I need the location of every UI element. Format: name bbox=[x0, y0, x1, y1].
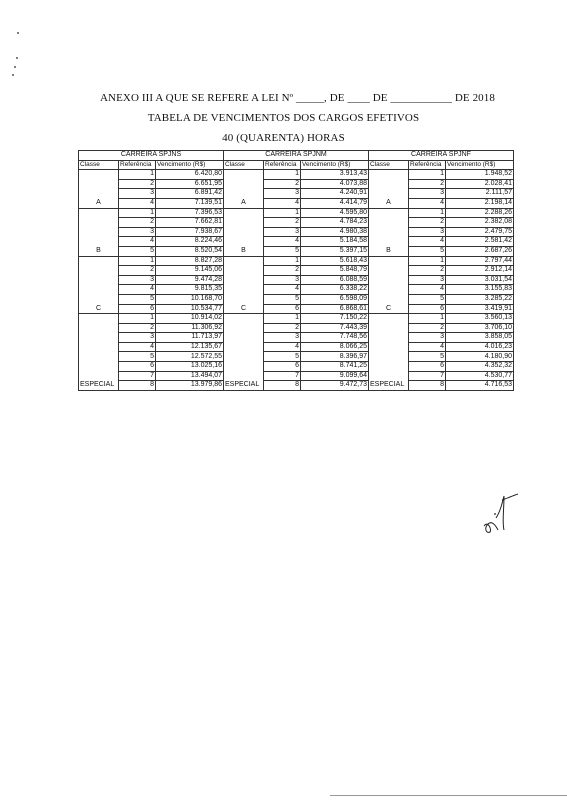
scan-speck bbox=[12, 74, 14, 76]
referencia-cell: 4 bbox=[264, 342, 301, 352]
table-row bbox=[79, 266, 514, 276]
salary-table-body bbox=[79, 151, 514, 391]
vencimento-cell: 8.066,25 bbox=[301, 342, 369, 352]
referencia-cell: 2 bbox=[264, 218, 301, 228]
annex-title: ANEXO III A QUE SE REFERE A LEI Nº _____, DE ____ DE ___________ DE 2018 bbox=[100, 92, 495, 104]
vencimento-cell: 7.748,56 bbox=[301, 333, 369, 343]
class-cell bbox=[224, 314, 264, 391]
referencia-cell: 3 bbox=[264, 333, 301, 343]
class-cell bbox=[369, 256, 409, 314]
signature-icon bbox=[478, 490, 538, 535]
vencimento-cell: 3.858,05 bbox=[446, 333, 514, 343]
referencia-cell: 3 bbox=[409, 333, 446, 343]
referencia-cell: 7 bbox=[409, 371, 446, 381]
table-row bbox=[79, 342, 514, 352]
vencimento-cell: 8.520,54 bbox=[156, 246, 224, 256]
vencimento-cell: 7.938,67 bbox=[156, 227, 224, 237]
table-row bbox=[79, 285, 514, 295]
referencia-cell: 2 bbox=[264, 323, 301, 333]
table-row bbox=[79, 333, 514, 343]
table-title: TABELA DE VENCIMENTOS DOS CARGOS EFETIVOS bbox=[147, 112, 420, 124]
career-name: CARREIRA SPJNS bbox=[79, 151, 224, 161]
referencia-cell: 4 bbox=[264, 237, 301, 247]
referencia-cell: 4 bbox=[409, 198, 446, 208]
career-name: CARREIRA SPJNM bbox=[224, 151, 369, 161]
referencia-cell: 5 bbox=[409, 352, 446, 362]
class-label: A bbox=[386, 199, 391, 207]
class-label: B bbox=[386, 247, 391, 255]
referencia-cell: 4 bbox=[264, 285, 301, 295]
referencia-cell: 8 bbox=[409, 381, 446, 391]
table-row bbox=[79, 323, 514, 333]
referencia-cell: 1 bbox=[264, 208, 301, 218]
column-label-vencimento: Vencimento (R$) bbox=[446, 160, 514, 170]
vencimento-cell: 5.184,58 bbox=[301, 237, 369, 247]
column-header-row bbox=[79, 160, 514, 170]
table-row bbox=[79, 352, 514, 362]
referencia-cell: 3 bbox=[409, 227, 446, 237]
vencimento-cell: 2.797,44 bbox=[446, 256, 514, 266]
table-row bbox=[79, 294, 514, 304]
class-cell bbox=[224, 170, 264, 208]
referencia-cell: 6 bbox=[264, 304, 301, 314]
referencia-cell: 2 bbox=[409, 266, 446, 276]
vencimento-cell: 2.581,42 bbox=[446, 237, 514, 247]
referencia-cell: 1 bbox=[409, 170, 446, 180]
table-row bbox=[79, 362, 514, 372]
class-cell bbox=[224, 208, 264, 256]
table-row bbox=[79, 189, 514, 199]
referencia-cell: 5 bbox=[119, 294, 156, 304]
vencimento-cell: 6.598,09 bbox=[301, 294, 369, 304]
referencia-cell: 3 bbox=[264, 227, 301, 237]
vencimento-cell: 8.396,97 bbox=[301, 352, 369, 362]
referencia-cell: 5 bbox=[264, 352, 301, 362]
vencimento-cell: 6.088,59 bbox=[301, 275, 369, 285]
class-label: C bbox=[240, 304, 247, 312]
referencia-cell: 1 bbox=[119, 208, 156, 218]
vencimento-cell: 2.111,57 bbox=[446, 189, 514, 199]
table-row bbox=[79, 314, 514, 324]
vencimento-cell: 7.150,22 bbox=[301, 314, 369, 324]
vencimento-cell: 9.815,35 bbox=[156, 285, 224, 295]
class-label: C bbox=[385, 304, 392, 312]
referencia-cell: 3 bbox=[409, 189, 446, 199]
vencimento-cell: 13.494,07 bbox=[156, 371, 224, 381]
column-label-vencimento: Vencimento (R$) bbox=[156, 160, 224, 170]
referencia-cell: 6 bbox=[119, 304, 156, 314]
referencia-cell: 1 bbox=[119, 170, 156, 180]
vencimento-cell: 7.443,39 bbox=[301, 323, 369, 333]
class-label: B bbox=[96, 247, 101, 255]
table-row bbox=[79, 381, 514, 391]
column-label-classe: Classe bbox=[224, 160, 264, 170]
referencia-cell: 1 bbox=[409, 208, 446, 218]
referencia-cell: 8 bbox=[264, 381, 301, 391]
referencia-cell: 1 bbox=[264, 314, 301, 324]
vencimento-cell: 5.848,79 bbox=[301, 266, 369, 276]
vencimento-cell: 3.031,54 bbox=[446, 275, 514, 285]
vencimento-cell: 4.073,88 bbox=[301, 179, 369, 189]
column-label-vencimento: Vencimento (R$) bbox=[301, 160, 369, 170]
vencimento-cell: 2.687,26 bbox=[446, 246, 514, 256]
vencimento-cell: 5.397,15 bbox=[301, 246, 369, 256]
vencimento-cell: 2.288,26 bbox=[446, 208, 514, 218]
column-label-referencia: Referência bbox=[119, 160, 156, 170]
referencia-cell: 4 bbox=[409, 237, 446, 247]
referencia-cell: 5 bbox=[264, 294, 301, 304]
referencia-cell: 6 bbox=[119, 362, 156, 372]
vencimento-cell: 2.198,14 bbox=[446, 198, 514, 208]
column-label-classe: Classe bbox=[369, 160, 409, 170]
vencimento-cell: 4.180,90 bbox=[446, 352, 514, 362]
salary-table bbox=[78, 150, 514, 391]
class-label: ESPECIAL bbox=[225, 381, 260, 389]
referencia-cell: 3 bbox=[119, 333, 156, 343]
referencia-cell: 4 bbox=[119, 237, 156, 247]
referencia-cell: 2 bbox=[119, 179, 156, 189]
vencimento-cell: 4.240,91 bbox=[301, 189, 369, 199]
table-row bbox=[79, 256, 514, 266]
vencimento-cell: 12.135,67 bbox=[156, 342, 224, 352]
vencimento-cell: 2.382,08 bbox=[446, 218, 514, 228]
class-label: ESPECIAL bbox=[370, 381, 405, 389]
referencia-cell: 2 bbox=[264, 266, 301, 276]
class-cell bbox=[369, 208, 409, 256]
referencia-cell: 3 bbox=[119, 275, 156, 285]
vencimento-cell: 3.913,43 bbox=[301, 170, 369, 180]
vencimento-cell: 10.168,70 bbox=[156, 294, 224, 304]
vencimento-cell: 9.472,73 bbox=[301, 381, 369, 391]
vencimento-cell: 2.028,41 bbox=[446, 179, 514, 189]
table-row bbox=[79, 246, 514, 256]
referencia-cell: 4 bbox=[409, 285, 446, 295]
referencia-cell: 2 bbox=[409, 179, 446, 189]
vencimento-cell: 2.479,75 bbox=[446, 227, 514, 237]
referencia-cell: 4 bbox=[119, 342, 156, 352]
vencimento-cell: 9.474,28 bbox=[156, 275, 224, 285]
referencia-cell: 4 bbox=[264, 198, 301, 208]
career-name: CARREIRA SPJNF bbox=[369, 151, 514, 161]
referencia-cell: 5 bbox=[409, 246, 446, 256]
referencia-cell: 5 bbox=[409, 294, 446, 304]
vencimento-cell: 6.868,61 bbox=[301, 304, 369, 314]
referencia-cell: 1 bbox=[409, 314, 446, 324]
table-row bbox=[79, 179, 514, 189]
vencimento-cell: 3.419,91 bbox=[446, 304, 514, 314]
referencia-cell: 3 bbox=[264, 275, 301, 285]
vencimento-cell: 13.025,16 bbox=[156, 362, 224, 372]
class-label: ESPECIAL bbox=[80, 381, 115, 389]
vencimento-cell: 4.016,23 bbox=[446, 342, 514, 352]
column-label-referencia: Referência bbox=[264, 160, 301, 170]
referencia-cell: 2 bbox=[409, 323, 446, 333]
vencimento-cell: 4.980,38 bbox=[301, 227, 369, 237]
vencimento-cell: 7.396,53 bbox=[156, 208, 224, 218]
referencia-cell: 2 bbox=[119, 323, 156, 333]
class-label: A bbox=[96, 199, 101, 207]
table-row bbox=[79, 227, 514, 237]
referencia-cell: 1 bbox=[119, 314, 156, 324]
vencimento-cell: 12.572,55 bbox=[156, 352, 224, 362]
referencia-cell: 3 bbox=[264, 189, 301, 199]
class-cell bbox=[369, 170, 409, 208]
referencia-cell: 1 bbox=[264, 170, 301, 180]
table-row bbox=[79, 371, 514, 381]
table-row bbox=[79, 275, 514, 285]
vencimento-cell: 11.713,97 bbox=[156, 333, 224, 343]
referencia-cell: 4 bbox=[119, 198, 156, 208]
referencia-cell: 1 bbox=[264, 256, 301, 266]
scan-speck bbox=[17, 32, 19, 34]
class-label: C bbox=[95, 304, 102, 312]
column-label-classe: Classe bbox=[79, 160, 119, 170]
vencimento-cell: 7.662,81 bbox=[156, 218, 224, 228]
referencia-cell: 7 bbox=[119, 371, 156, 381]
referencia-cell: 3 bbox=[119, 227, 156, 237]
vencimento-cell: 9.145,06 bbox=[156, 266, 224, 276]
class-cell bbox=[224, 256, 264, 314]
class-label: B bbox=[241, 247, 246, 255]
vencimento-cell: 4.414,79 bbox=[301, 198, 369, 208]
referencia-cell: 6 bbox=[409, 362, 446, 372]
table-row bbox=[79, 208, 514, 218]
referencia-cell: 7 bbox=[264, 371, 301, 381]
class-cell bbox=[79, 208, 119, 256]
class-cell bbox=[79, 314, 119, 391]
referencia-cell: 3 bbox=[119, 189, 156, 199]
referencia-cell: 4 bbox=[409, 342, 446, 352]
vencimento-cell: 8.827,28 bbox=[156, 256, 224, 266]
vencimento-cell: 13.979,86 bbox=[156, 381, 224, 391]
vencimento-cell: 3.285,22 bbox=[446, 294, 514, 304]
column-label-referencia: Referência bbox=[409, 160, 446, 170]
referencia-cell: 2 bbox=[119, 218, 156, 228]
vencimento-cell: 6.338,22 bbox=[301, 285, 369, 295]
referencia-cell: 5 bbox=[119, 352, 156, 362]
career-header-row bbox=[79, 151, 514, 161]
table-row bbox=[79, 304, 514, 314]
vencimento-cell: 1.948,52 bbox=[446, 170, 514, 180]
table-subtitle: 40 (QUARENTA) HORAS bbox=[222, 132, 345, 144]
class-label: A bbox=[241, 199, 246, 207]
vencimento-cell: 3.155,83 bbox=[446, 285, 514, 295]
vencimento-cell: 4.784,23 bbox=[301, 218, 369, 228]
scan-speck bbox=[16, 57, 18, 59]
vencimento-cell: 8.741,25 bbox=[301, 362, 369, 372]
vencimento-cell: 10.534,77 bbox=[156, 304, 224, 314]
table-row bbox=[79, 237, 514, 247]
vencimento-cell: 4.716,53 bbox=[446, 381, 514, 391]
vencimento-cell: 3.706,10 bbox=[446, 323, 514, 333]
vencimento-cell: 6.651,95 bbox=[156, 179, 224, 189]
vencimento-cell: 3.560,13 bbox=[446, 314, 514, 324]
scan-speck bbox=[14, 66, 16, 68]
vencimento-cell: 4.595,80 bbox=[301, 208, 369, 218]
vencimento-cell: 6.891,42 bbox=[156, 189, 224, 199]
referencia-cell: 5 bbox=[119, 246, 156, 256]
referencia-cell: 2 bbox=[409, 218, 446, 228]
vencimento-cell: 5.618,43 bbox=[301, 256, 369, 266]
vencimento-cell: 11.306,92 bbox=[156, 323, 224, 333]
table-row bbox=[79, 198, 514, 208]
vencimento-cell: 10.914,02 bbox=[156, 314, 224, 324]
referencia-cell: 2 bbox=[264, 179, 301, 189]
referencia-cell: 3 bbox=[409, 275, 446, 285]
vencimento-cell: 7.139,51 bbox=[156, 198, 224, 208]
referencia-cell: 6 bbox=[409, 304, 446, 314]
vencimento-cell: 6.420,80 bbox=[156, 170, 224, 180]
referencia-cell: 1 bbox=[119, 256, 156, 266]
referencia-cell: 2 bbox=[119, 266, 156, 276]
referencia-cell: 6 bbox=[264, 362, 301, 372]
class-cell bbox=[79, 170, 119, 208]
vencimento-cell: 8.224,46 bbox=[156, 237, 224, 247]
referencia-cell: 4 bbox=[119, 285, 156, 295]
class-cell bbox=[79, 256, 119, 314]
referencia-cell: 5 bbox=[264, 246, 301, 256]
scan-edge-line bbox=[330, 795, 567, 796]
referencia-cell: 8 bbox=[119, 381, 156, 391]
table-row bbox=[79, 170, 514, 180]
class-cell bbox=[369, 314, 409, 391]
vencimento-cell: 2.912,14 bbox=[446, 266, 514, 276]
vencimento-cell: 4.530,77 bbox=[446, 371, 514, 381]
vencimento-cell: 4.352,32 bbox=[446, 362, 514, 372]
table-row bbox=[79, 218, 514, 228]
referencia-cell: 1 bbox=[409, 256, 446, 266]
vencimento-cell: 9.099,64 bbox=[301, 371, 369, 381]
